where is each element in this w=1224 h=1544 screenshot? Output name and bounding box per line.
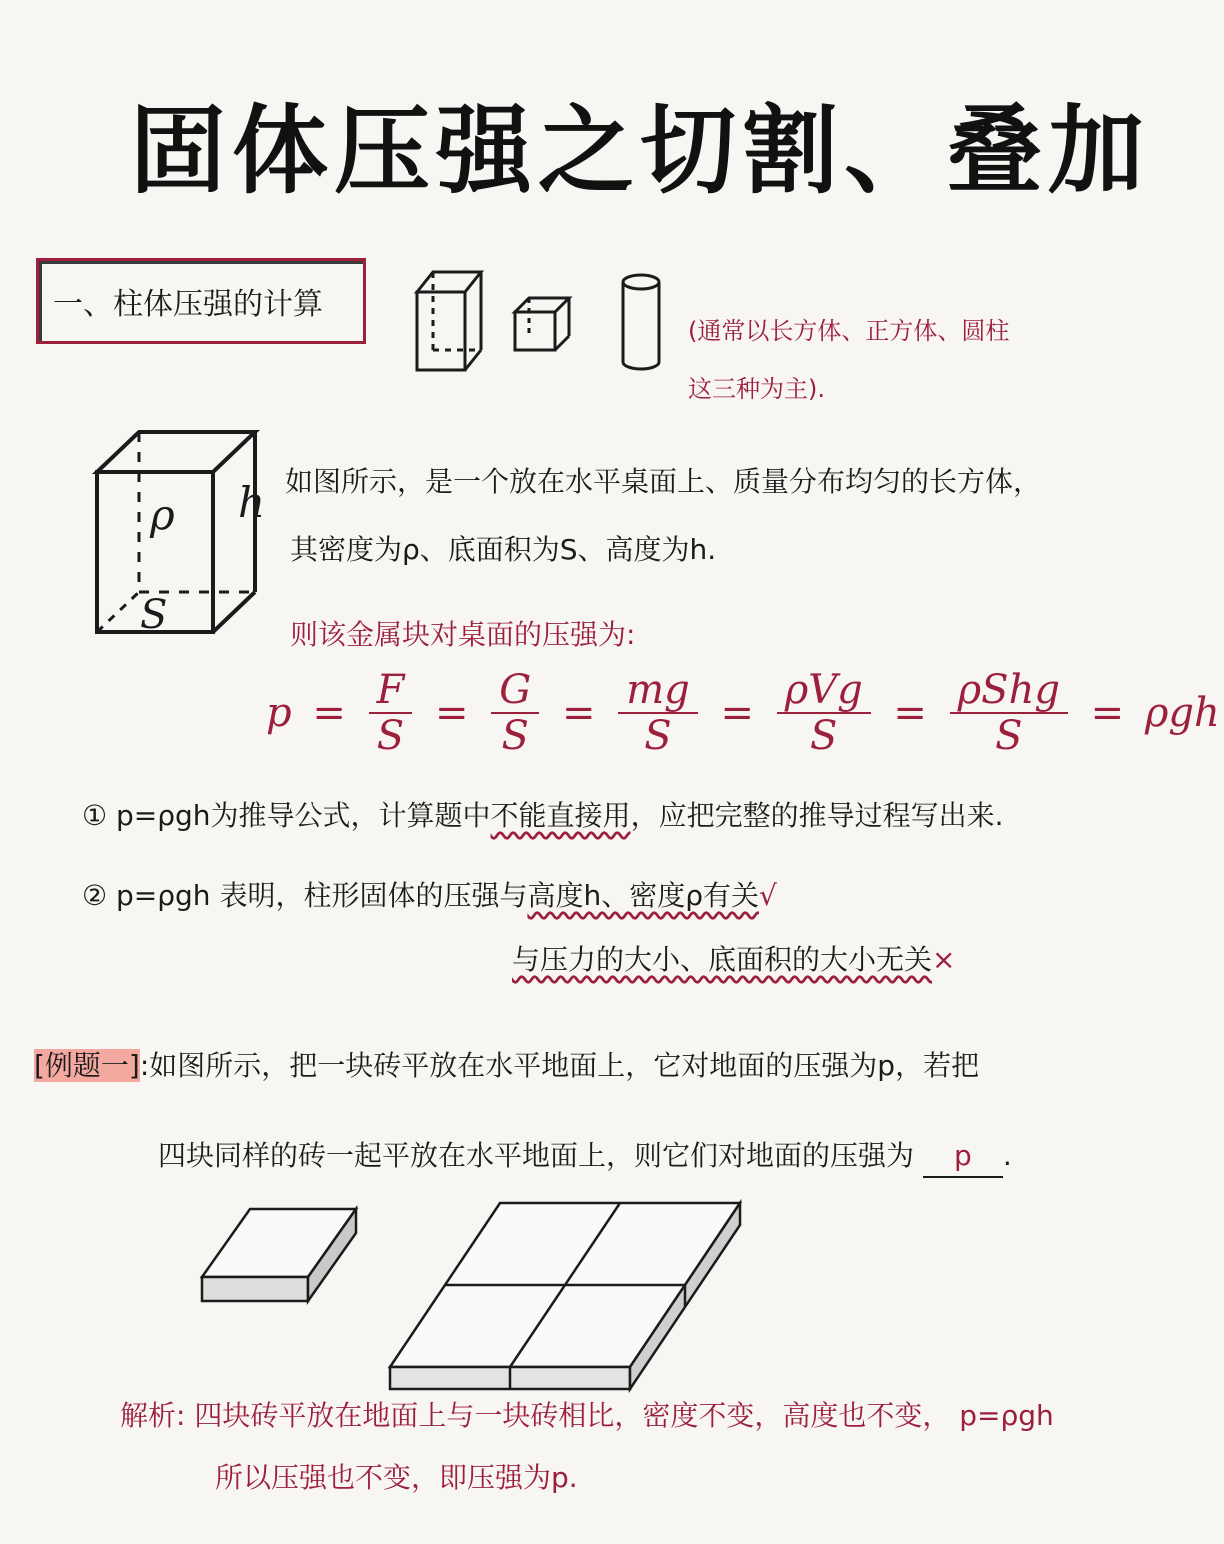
fraction-rvg-s: $\frac{\text{ρVg}}{S}$ [777, 668, 871, 758]
bricks-illustration [190, 1195, 750, 1395]
fraction-g-s: $\frac{G}{S}$ [491, 668, 539, 758]
analysis-line-1: 解析: 四块砖平放在地面上与一块砖相比，密度不变，高度也不变， p=ρgh [120, 1399, 1054, 1432]
intro-line-1: 如图所示，是一个放在水平桌面上、质量分布均匀的长方体， [285, 465, 1042, 498]
analysis-line-2: 所以压强也不变，即压强为p. [215, 1461, 578, 1494]
fraction-rshg-s: $\frac{\text{ρShg}}{S}$ [950, 668, 1068, 758]
formula-p: p [266, 690, 292, 736]
example-answer: p [923, 1136, 1003, 1178]
intro-line-3: 则该金属块对桌面的压强为: [290, 618, 636, 651]
height-label: h [238, 478, 266, 527]
rho-label: ρ [150, 490, 175, 539]
rectangular-prism-diagram [85, 420, 270, 650]
analysis-formula: p=ρgh [959, 1399, 1054, 1432]
shapes-illustration [405, 262, 685, 382]
intro-line-2: 其密度为ρ、底面积为S、高度为h. [290, 533, 717, 566]
formula-eq: = [312, 690, 346, 736]
section-heading-box [36, 258, 366, 344]
title-text: 固体压强之切割、叠加 [130, 95, 1150, 207]
area-label: S [140, 592, 168, 638]
section-heading: 一、柱体压强的计算 [53, 287, 323, 322]
pressure-formula: p = $\frac{F}{S}$ = $\frac{G}{S}$ = $\frac{mg}{S}$ = $\frac{\text{ρVg}}{S}$ = $\frac{\text{ρShg}}{S}$ = ρgh [266, 667, 1220, 759]
page-title [130, 75, 1150, 212]
point-2-continued: 与压力的大小、底面积的大小无关× [512, 943, 956, 976]
point-1: ① p=ρgh为推导公式，计算题中不能直接用，应把完整的推导过程写出来. [82, 799, 1004, 832]
point-2: ② p=ρgh 表明，柱形固体的压强与高度h、密度ρ有关√ [82, 879, 777, 912]
example-line-2: 四块同样的砖一起平放在水平地面上，则它们对地面的压强为 p . [158, 1136, 1012, 1178]
shapes-note: (通常以长方体、正方体、圆柱这三种为主). [688, 317, 1010, 403]
example-tag: [例题一] [34, 1049, 140, 1082]
example-line-1: [例题一]:如图所示，把一块砖平放在水平地面上，它对地面的压强为p，若把 [34, 1049, 980, 1082]
fraction-f-s: $\frac{F}{S}$ [369, 668, 413, 758]
fraction-mg-s: $\frac{mg}{S}$ [618, 668, 698, 758]
formula-result: ρgh [1144, 690, 1220, 736]
